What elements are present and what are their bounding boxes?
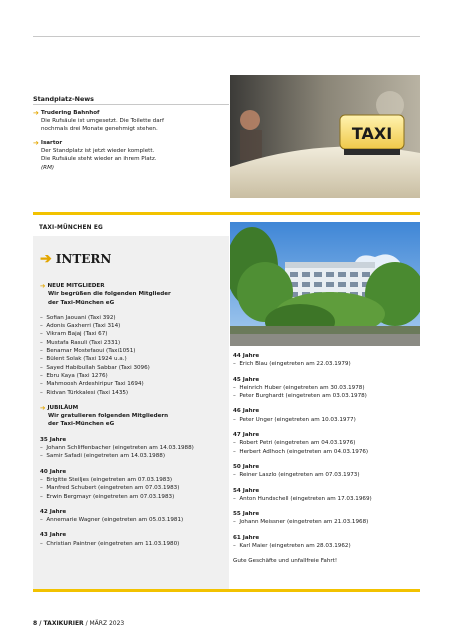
arrow-right-icon: ➔ bbox=[33, 109, 39, 117]
taxi-sign-illustration bbox=[230, 75, 420, 198]
footer-issue: / MÄRZ 2023 bbox=[83, 620, 125, 627]
members-subtitle-line: der Taxi-München eG bbox=[48, 299, 115, 306]
list-item: – Anton Hundschell (eingetreten am 17.03.1969) bbox=[233, 495, 372, 502]
jubilee-group bbox=[233, 431, 420, 456]
list-item: – Christian Paintner (eingetreten am 11.03.1980) bbox=[40, 540, 180, 547]
page-footer bbox=[33, 620, 124, 627]
list-item: – Vikram Bajaj (Taxi 67) bbox=[40, 331, 108, 338]
news-line: Der Standplatz ist jetzt wieder komplett. bbox=[41, 148, 155, 155]
intern-top-accent bbox=[33, 212, 420, 215]
list-item: – Adonis Gaxherri (Taxi 314) bbox=[40, 323, 121, 330]
jubilee-years: 47 Jahre bbox=[233, 432, 260, 439]
jubilee-years: 42 Jahre bbox=[40, 508, 67, 515]
list-item: – Peter Unger (eingetreten am 10.03.1977) bbox=[233, 416, 356, 423]
arrow-right-icon: ➔ bbox=[33, 139, 39, 147]
jubilee-group bbox=[233, 463, 420, 480]
jubilee-years: 50 Jahre bbox=[233, 463, 260, 470]
jubilee-group bbox=[233, 352, 420, 369]
jubilee-years: 40 Jahre bbox=[40, 468, 67, 475]
jubilee-group bbox=[40, 468, 226, 501]
members-list bbox=[40, 314, 226, 397]
arrow-right-icon: ➔ bbox=[40, 282, 46, 290]
list-item: – Johann Schliffenbacher (eingetreten am 14.03.1988) bbox=[40, 445, 194, 452]
building-illustration bbox=[230, 222, 420, 346]
list-item: – Ridvan Türkkalesi (Taxi 1435) bbox=[40, 389, 129, 396]
list-item: – Robert Petri (eingetreten am 04.03.1976) bbox=[233, 440, 356, 447]
jubilee-subtitle-line: Wir gratulieren folgenden Mitgliedern bbox=[48, 413, 169, 420]
jubilee-title-text: JUBILÄUM bbox=[47, 404, 79, 411]
news-item-isartor bbox=[33, 139, 157, 172]
jubilee-years: 44 Jahre bbox=[233, 353, 260, 359]
jubilee-subtitle-line: der Taxi-München eG bbox=[48, 421, 115, 428]
arrow-right-icon: ➔ bbox=[40, 403, 46, 412]
jubilee-group bbox=[40, 436, 226, 461]
news-signature: (RM) bbox=[41, 164, 55, 171]
jubilee-group bbox=[40, 508, 226, 525]
jubilee-years: 54 Jahre bbox=[233, 487, 260, 494]
news-item-title-text: Trudering Bahnhof bbox=[40, 110, 100, 116]
jubilee-years: 35 Jahre bbox=[40, 436, 67, 443]
list-item: – Benamar Mostefaoui (Taxi1051) bbox=[40, 348, 136, 355]
list-item: – Sofian Jaouani (Taxi 392) bbox=[40, 314, 116, 321]
members-title bbox=[40, 282, 226, 290]
jubilee-years: 43 Jahre bbox=[40, 532, 67, 539]
news-line: Die Rufsäule steht wieder an ihrem Platz. bbox=[41, 156, 157, 163]
news-heading: Standplatz-News bbox=[33, 95, 94, 103]
news-item-title bbox=[33, 139, 157, 147]
jubilee-years: 55 Jahre bbox=[233, 511, 260, 518]
list-item: – Samir Safadi (eingetreten am 14.03.1988) bbox=[40, 453, 166, 460]
list-item: – Brigitte Steiljes (eingetreten am 07.03.1983) bbox=[40, 476, 173, 483]
list-item: – Bülent Solak (Taxi 1924 u.a.) bbox=[40, 356, 127, 363]
jubilee-subtitle bbox=[40, 412, 226, 429]
list-item: – Johann Meissner (eingetreten am 21.03.1968) bbox=[233, 519, 369, 526]
intern-kicker: TAXI-MÜNCHEN EG bbox=[39, 225, 104, 231]
jubilee-group bbox=[233, 510, 420, 527]
news-item-trudering bbox=[33, 109, 164, 134]
list-item: – Ebru Kaya (Taxi 1276) bbox=[40, 372, 108, 379]
right-column bbox=[233, 352, 420, 566]
top-divider bbox=[33, 36, 420, 37]
jubilee-group bbox=[233, 407, 420, 424]
footer-page: 8 / TAXIKURIER bbox=[33, 620, 84, 627]
list-item: – Peter Burghardt (eingetreten am 03.03.1978) bbox=[233, 393, 367, 400]
list-item: – Annemarie Wagner (eingetreten am 05.03.1981) bbox=[40, 517, 184, 524]
intern-title-text: INTERN bbox=[55, 252, 112, 266]
list-item: – Mustafa Rasuli (Taxi 2331) bbox=[40, 339, 121, 346]
left-column bbox=[40, 282, 226, 548]
list-item: – Manfred Schubert (eingetreten am 07.03.1983) bbox=[40, 485, 180, 492]
jubilee-group bbox=[233, 534, 420, 551]
list-item: – Mahmoosh Ardeshiripur Taxi 1694) bbox=[40, 381, 144, 388]
list-item: – Karl Maier (eingetreten am 28.03.1962) bbox=[233, 543, 351, 550]
list-item: – Sayed Habibullah Sabbar (Taxi 3096) bbox=[40, 364, 150, 371]
intern-bottom-accent bbox=[33, 589, 420, 592]
jubilee-years: 46 Jahre bbox=[233, 408, 260, 415]
jubilee-group bbox=[233, 487, 420, 504]
closing-text: Gute Geschäfte und unfallfreie Fahrt! bbox=[233, 558, 338, 565]
building-photo bbox=[230, 222, 420, 346]
members-subtitle bbox=[40, 290, 226, 307]
list-item: – Erich Blau (eingetreten am 22.03.1979) bbox=[233, 361, 351, 368]
news-item-body bbox=[33, 147, 157, 163]
jubilee-group bbox=[40, 531, 226, 548]
news-line: nochmals drei Monate genehmigt stehen. bbox=[41, 126, 158, 133]
jubilee-years: 61 Jahre bbox=[233, 534, 260, 541]
news-item-body bbox=[33, 117, 164, 133]
list-item: – Herbert Adlhoch (eingetreten am 04.03.1976) bbox=[233, 448, 369, 455]
news-item-title-text: Isartor bbox=[40, 140, 63, 146]
taxi-photo bbox=[230, 75, 420, 198]
arrow-right-icon: ➔ bbox=[40, 251, 52, 267]
members-subtitle-line: Wir begrüßen die folgenden Mitglieder bbox=[48, 291, 171, 298]
jubilee-group bbox=[233, 376, 420, 401]
jubilee-years: 45 Jahre bbox=[233, 376, 260, 383]
news-divider bbox=[33, 104, 229, 105]
list-item: – Reiner Laszlo (eingetreten am 07.03.1973) bbox=[233, 472, 360, 479]
intern-title bbox=[40, 251, 111, 267]
news-line: Die Rufsäule ist umgesetzt. Die Toilette darf bbox=[41, 118, 164, 125]
members-title-text: NEUE MITGLIEDER bbox=[47, 283, 105, 289]
list-item: – Erwin Bergmayr (eingetreten am 07.03.1983) bbox=[40, 493, 175, 500]
jubilee-title bbox=[40, 404, 226, 412]
news-item-title bbox=[33, 109, 164, 117]
taxi-sign-text: TAXI bbox=[351, 124, 393, 143]
list-item: – Heinrich Huber (eingetreten am 30.03.1978) bbox=[233, 384, 365, 391]
